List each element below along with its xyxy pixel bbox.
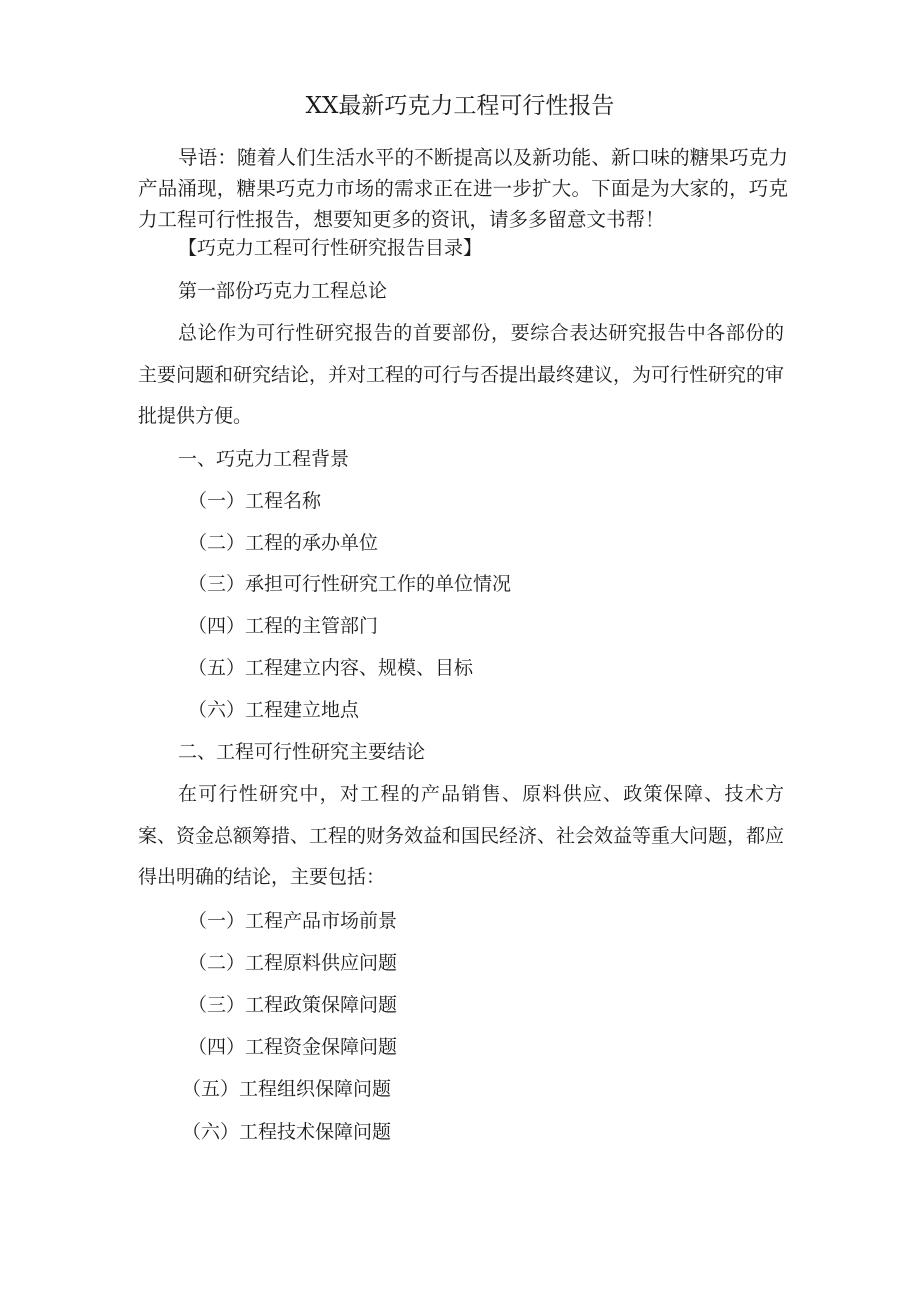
section-one-item: （一）工程名称 [188,490,322,512]
section-one-item: （三）承担可行性研究工作的单位情况 [188,573,512,595]
section-two-item: （二）工程原料供应问题 [188,952,398,974]
section-two-item: （四）工程资金保障问题 [188,1036,398,1058]
part-one-heading: 第一部份巧克力工程总论 [178,280,388,302]
section-one-heading: 一、巧克力工程背景 [178,448,350,470]
section-two-item: （六）工程技术保障问题 [182,1121,392,1143]
document-title: XX最新巧克力工程可行性报告 [305,93,615,119]
intro-paragraph: 导语：随着人们生活水平的不断提高以及新功能、新口味的糖果巧克力产品涌现，糖果巧克力市场的需求正在进一步扩大。下面是为大家的，巧克力工程可行性报告，想要知更多的资讯，请多多留意文书帮！ [138,146,788,231]
section-two-heading: 二、工程可行性研究主要结论 [178,741,426,763]
section-two-item: （五）工程组织保障问题 [182,1078,392,1100]
toc-heading: 【巧克力工程可行性研究报告目录】 [178,237,483,259]
conclusion-paragraph: 在可行性研究中，对工程的产品销售、原料供应、政策保障、技术方案、资金总额筹措、工程的财务效益和国民经济、社会效益等重大问题，都应得出明确的结论，主要包括： [138,783,785,888]
section-one-item: （四）工程的主管部门 [188,615,379,637]
overview-paragraph: 总论作为可行性研究报告的首要部份，要综合表达研究报告中各部份的主要问题和研究结论，并对工程的可行与否提出最终建议，为可行性研究的审批提供方便。 [138,322,785,427]
section-two-item: （三）工程政策保障问题 [188,994,398,1016]
section-one-item: （六）工程建立地点 [188,699,360,721]
section-one-item: （二）工程的承办单位 [188,532,379,554]
section-one-item: （五）工程建立内容、规模、目标 [188,657,474,679]
section-two-item: （一）工程产品市场前景 [188,910,398,932]
